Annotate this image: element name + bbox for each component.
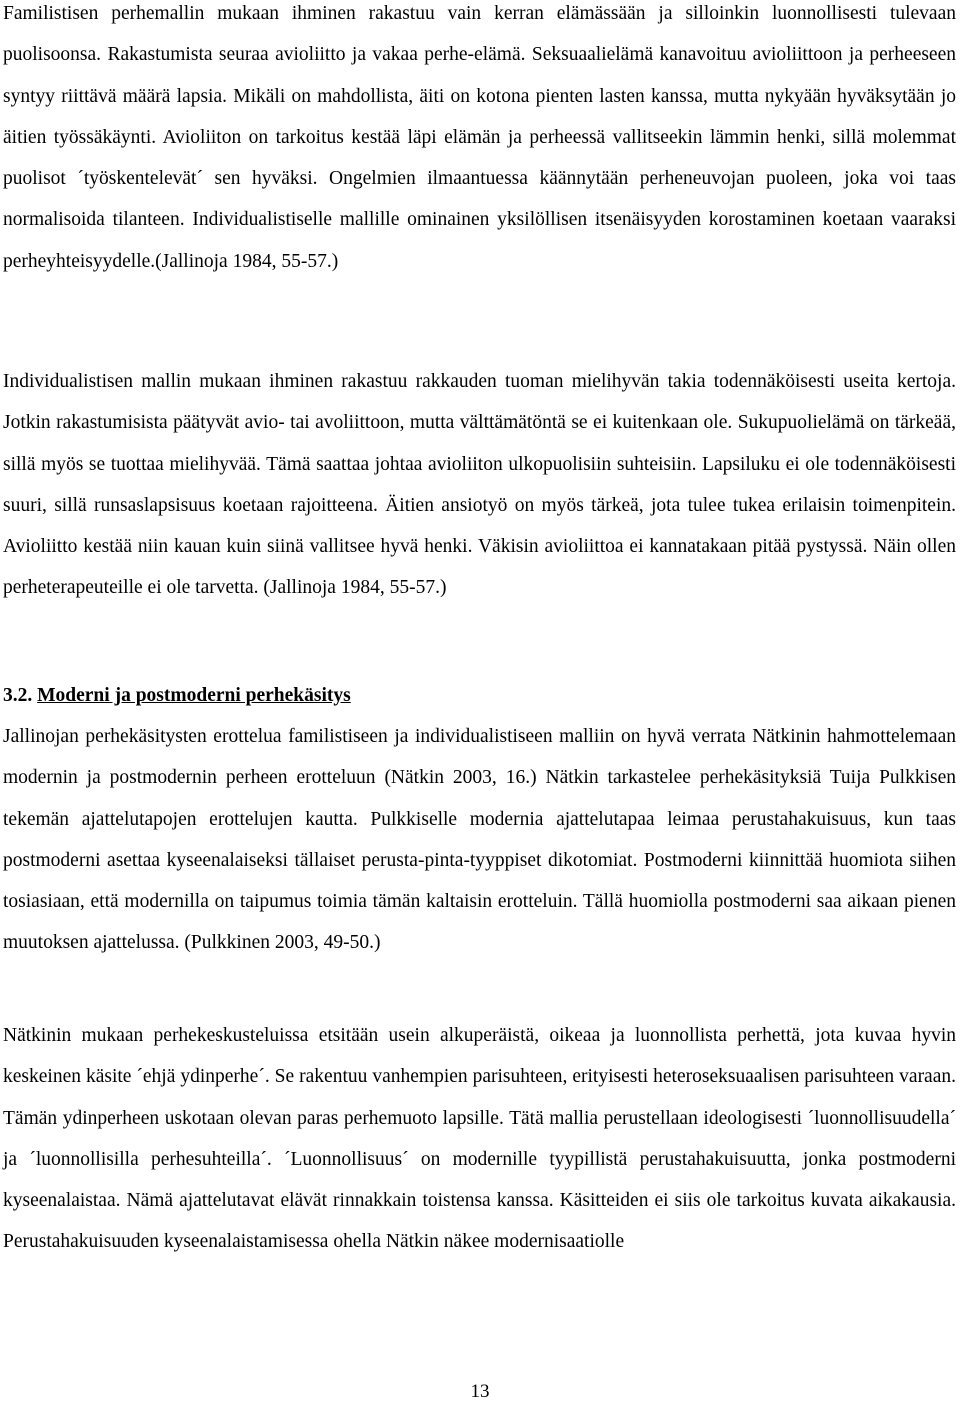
paragraph-familistic-model: Familistisen perhemallin mukaan ihminen rakastuu vain kerran elämässään ja silloinkin luonnollisesti tulevaan puolisoonsa. Rakastumista seuraa avioliitto ja vakaa perhe-elämä. Seksuaalielämä kanavoituu avioliittoon ja perheeseen syntyy riittävä määrä lapsia. Mikäli on mahdollista, äiti on kotona pienten lasten kanssa, mutta nykyään hyväksytään jo äitien työssäkäynti. Avioliiton on tarkoitus kestää läpi elämän ja perheessä vallitseekin lämmin henki, sillä molemmat puolisot ´työskentelevät´ sen hyväksi. Ongelmien ilmaantuessa käännytään perheneuvojan puoleen, joka voi taas normalisoida tilanteen. Individualistiselle mallille ominainen yksilöllisen itsenäisyyden korostaminen koetaan vaaraksi perheyhteisyydelle.(Jallinoja 1984, 55-57.) [3,3,956,272]
section-number: 3.2. [3,685,33,706]
section-heading [3,675,351,716]
paragraph-natkin-nuclear-family: Nätkinin mukaan perhekeskusteluissa etsitään usein alkuperäistä, oikeaa ja luonnollista perhettä, jota kuvaa hyvin keskeinen käsite ´ehjä ydinperhe´. Se rakentuu vanhempien parisuhteen, erityisesti heteroseksuaalisen parisuhteen varaan. Tämän ydinperheen uskotaan olevan paras perhemuoto lapsille. Tätä mallia perustellaan ideologisesti ´luonnollisuudella´ ja ´luonnollisilla perhesuhteilla´. ´Luonnollisuus´ on modernille tyypillistä perustahakuisuutta, jonka postmoderni kyseenalaistaa. Nämä ajattelutavat elävät rinnakkain toistensa kanssa. Käsitteiden ei siis ole tarkoitus kuvata aikakausia. Perustahakuisuuden kyseenalaistamisessa ohella Nätkin näkee modernisaatiolle [3,1025,956,1253]
paragraph-modern-postmodern: Jallinojan perhekäsitysten erottelua familistiseen ja individualistiseen malliin on hyvä verrata Nätkinin hahmottelemaan modernin ja postmodernin perheen erotteluun (Nätkin 2003, 16.) Nätkin tarkastelee perhekäsityksiä Tuija Pulkkisen tekemän ajattelutapojen erottelujen kautta. Pulkkiselle modernia ajattelutapaa leimaa perustahakuisuus, kun taas postmoderni asettaa kyseenalaiseksi tällaiset perusta-pinta-tyyppiset dikotomiat. Postmoderni kiinnittää huomiota siihen tosiasiaan, että modernilla on taipumus toimia tämän kaltaisin erotteluin. Tällä huomiolla postmoderni saa aikaan pienen muutoksen ajattelussa. (Pulkkinen 2003, 49-50.) [3,726,956,954]
page-number: 13 [470,1381,490,1402]
paragraph-individualistic-model: Individualistisen mallin mukaan ihminen rakastuu rakkauden tuoman mielihyvän takia todennäköisesti useita kertoja. Jotkin rakastumisista päätyvät avio- tai avoliittoon, mutta välttämätöntä se ei kuitenkaan ole. Sukupuolielämä on tärkeää, sillä myös se tuottaa mielihyvää. Tämä saattaa johtaa avioliiton ulkopuolisiin suhteisiin. Lapsiluku ei ole todennäköisesti suuri, sillä runsaslapsisuus koetaan rajoitteena. Äitien ansiotyö on myös tärkeä, jota tulee tukea erilaisin toimenpitein. Avioliitto kestää niin kauan kuin siinä vallitsee hyvä henki. Väkisin avioliittoa ei kannatakaan pitää pystyssä. Näin ollen perheterapeuteille ei ole tarvetta. (Jallinoja 1984, 55-57.) [3,371,956,599]
section-title: Moderni ja postmoderni perhekäsitys [37,685,351,706]
